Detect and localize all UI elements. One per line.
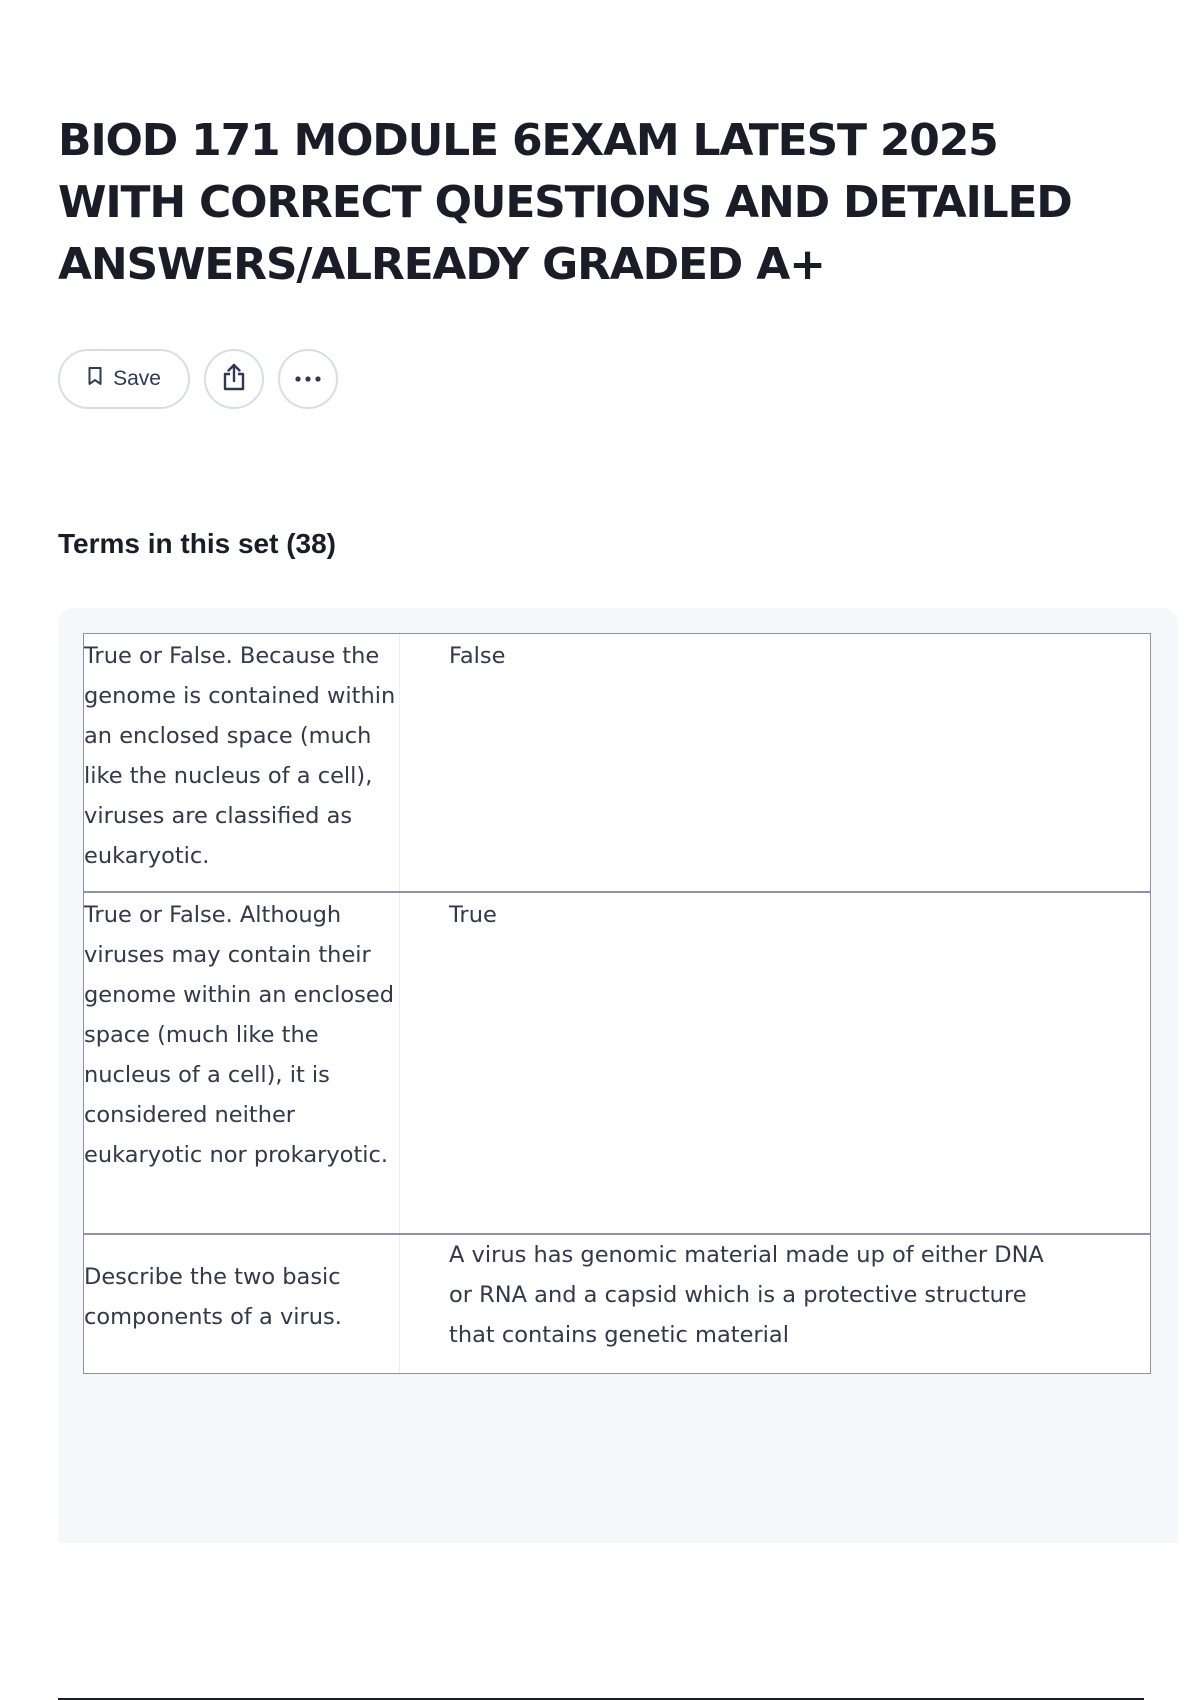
term-text: True or False. Because the genome is contained within an enclosed space (much like the nucleus of a cell), viruses are classified as eukaryotic.: [84, 634, 400, 891]
page-title: BIOD 171 MODULE 6EXAM LATEST 2025 WITH CORRECT QUESTIONS AND DETAILED ANSWERS/ALREADY GRADED A+: [58, 115, 1072, 290]
definition-text: True: [449, 902, 497, 928]
term-text: True or False. Although viruses may contain their genome within an enclosed space (much like the nucleus of a cell), it is considered neither eukaryotic nor prokaryotic.: [84, 893, 400, 1233]
save-button-label: Save: [113, 367, 161, 390]
term-text: Describe the two basic components of a virus.: [84, 1235, 400, 1373]
terms-heading: Terms in this set (38): [58, 528, 337, 559]
share-button[interactable]: [204, 349, 264, 409]
more-options-button[interactable]: [278, 349, 338, 409]
terms-table: [83, 633, 1151, 1374]
terms-panel: [58, 608, 1178, 1543]
definition-text: False: [449, 643, 506, 669]
term-row[interactable]: [84, 634, 1150, 891]
share-icon: [220, 362, 248, 397]
term-row[interactable]: [84, 891, 1150, 1233]
save-button[interactable]: [58, 349, 190, 409]
bookmark-icon: [87, 366, 103, 392]
more-options-icon: [293, 370, 323, 388]
action-bar: [58, 348, 338, 410]
term-row[interactable]: [84, 1233, 1150, 1373]
definition-text: A virus has genomic material made up of either DNA or RNA and a capsid which is a protective structure that contains genetic material: [449, 1242, 1044, 1348]
